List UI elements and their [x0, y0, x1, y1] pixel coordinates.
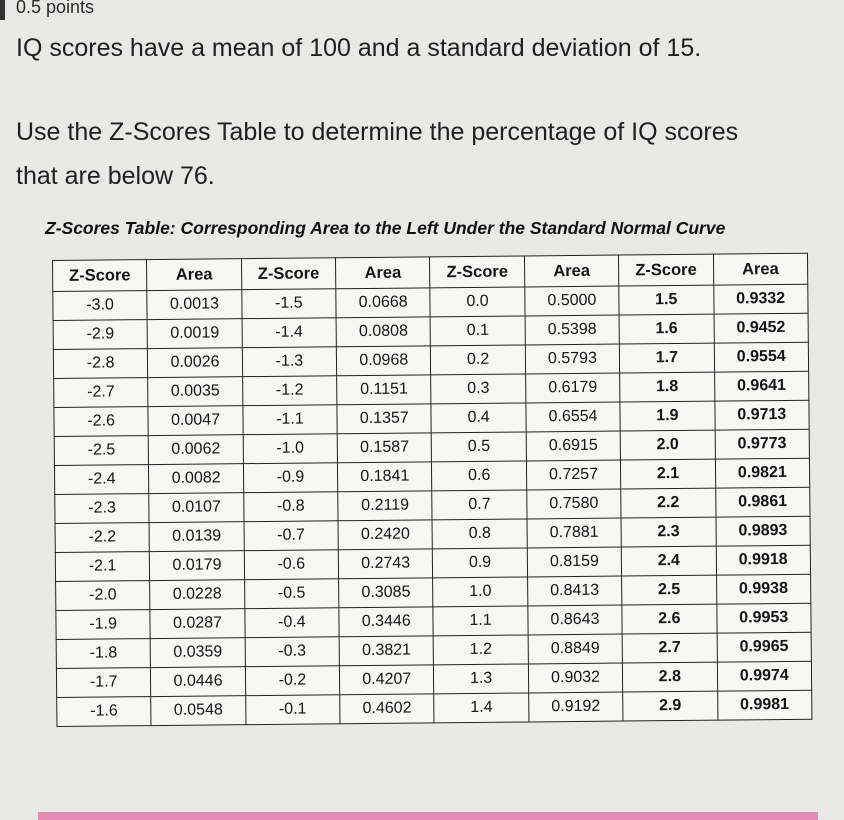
area-cell: 0.3446	[339, 607, 434, 637]
area-cell: 0.5398	[525, 315, 620, 345]
area-cell: 0.3085	[339, 578, 434, 608]
zscore-cell: 2.0	[620, 430, 715, 460]
area-cell: 0.7881	[527, 518, 622, 548]
area-cell: 0.2420	[338, 520, 433, 550]
area-cell: 0.2119	[338, 491, 433, 521]
area-cell: 0.0082	[149, 464, 244, 494]
table-row	[57, 690, 812, 726]
area-cell: 0.7257	[526, 460, 621, 490]
area-cell: 0.4207	[339, 665, 434, 695]
zscore-cell: 1.0	[433, 577, 528, 607]
zscore-cell: -1.3	[242, 347, 337, 377]
area-cell: 0.9981	[717, 690, 812, 720]
zscore-cell: 1.6	[619, 314, 714, 344]
area-cell: 0.0287	[150, 609, 245, 639]
zscore-cell: 1.8	[620, 372, 715, 402]
area-cell: 0.0026	[148, 348, 243, 378]
zscore-cell: 0.7	[432, 490, 527, 520]
header-zscore: Z-Score	[241, 258, 336, 290]
area-cell: 0.2743	[338, 549, 433, 579]
left-accent-bar	[0, 0, 5, 20]
area-cell: 0.9965	[717, 632, 812, 662]
area-cell: 0.0446	[151, 667, 246, 697]
area-cell: 0.9032	[528, 663, 623, 693]
header-area: Area	[524, 255, 619, 287]
zscore-cell: -0.2	[245, 666, 340, 696]
area-cell: 0.9918	[716, 545, 811, 575]
header-zscore: Z-Score	[430, 256, 525, 288]
zscore-cell: -2.0	[56, 581, 151, 611]
zscore-cell: -3.0	[53, 291, 148, 321]
zscore-cell: -1.4	[242, 318, 337, 348]
zscore-cell: 1.2	[434, 635, 529, 665]
zscore-cell: 0.8	[432, 519, 527, 549]
zscore-cell: -0.3	[245, 637, 340, 667]
area-cell: 0.9974	[717, 661, 812, 691]
zscore-cell: 0.4	[431, 403, 526, 433]
zscore-cell: 1.3	[434, 664, 529, 694]
area-cell: 0.1151	[337, 375, 432, 405]
zscore-cell: 2.1	[621, 459, 716, 489]
question-line-1: IQ scores have a mean of 100 and a standard deviation of 15.	[16, 34, 702, 62]
area-cell: 0.0179	[150, 551, 245, 581]
zscore-cell: 0.9	[433, 548, 528, 578]
zscore-cell: -2.7	[54, 378, 149, 408]
zscore-cell: -0.7	[244, 521, 339, 551]
area-cell: 0.1357	[337, 404, 432, 434]
area-cell: 0.9893	[716, 516, 811, 546]
zscore-cell: -0.8	[243, 492, 338, 522]
zscore-cell: -0.6	[244, 550, 339, 580]
area-cell: 0.3821	[339, 636, 434, 666]
zscore-cell: -1.2	[242, 376, 337, 406]
zscore-cell: 2.9	[623, 691, 718, 721]
zscore-cell: -1.8	[56, 639, 151, 669]
header-area: Area	[336, 257, 431, 289]
area-cell: 0.0548	[151, 696, 246, 726]
zscore-cell: -2.4	[54, 465, 149, 495]
zscore-cell: -2.1	[55, 552, 150, 582]
zscore-cell: -2.6	[54, 407, 149, 437]
area-cell: 0.9953	[716, 603, 811, 633]
header-area: Area	[713, 253, 808, 285]
area-cell: 0.9773	[715, 429, 810, 459]
area-cell: 0.0668	[336, 288, 431, 318]
zscore-cell: 2.2	[621, 488, 716, 518]
area-cell: 0.8413	[527, 576, 622, 606]
points-label: 0.5 points	[16, 0, 95, 17]
zscore-cell: -1.1	[243, 405, 338, 435]
zscore-cell: -1.6	[57, 697, 152, 727]
answer-area-top-edge	[38, 812, 818, 820]
area-cell: 0.8849	[528, 634, 623, 664]
area-cell: 0.7580	[527, 489, 622, 519]
area-cell: 0.0808	[336, 317, 431, 347]
zscore-cell: 1.4	[434, 693, 529, 723]
zscore-cell: 2.8	[623, 662, 718, 692]
zscore-cell: 1.1	[433, 606, 528, 636]
zscore-cell: 0.1	[431, 316, 526, 346]
zscore-cell: -1.7	[56, 668, 151, 698]
area-cell: 0.8643	[528, 605, 623, 635]
area-cell: 0.6915	[526, 431, 621, 461]
zscore-cell: -0.5	[244, 579, 339, 609]
table-body	[53, 284, 812, 726]
area-cell: 0.0019	[147, 319, 242, 349]
zscore-cell: -2.5	[54, 436, 149, 466]
area-cell: 0.0107	[149, 493, 244, 523]
area-cell: 0.0035	[148, 377, 243, 407]
zscore-cell: 0.3	[431, 374, 526, 404]
zscore-cell: 1.9	[620, 401, 715, 431]
zscore-cell: 1.7	[620, 343, 715, 373]
zscore-cell: 2.7	[622, 633, 717, 663]
area-cell: 0.0359	[150, 638, 245, 668]
zscore-cell: 0.6	[432, 461, 527, 491]
header-area: Area	[147, 259, 242, 291]
area-cell: 0.8159	[527, 547, 622, 577]
table-caption: Z-Scores Table: Corresponding Area to the Left Under the Standard Normal Curve	[45, 218, 726, 238]
question-text	[16, 26, 826, 198]
zscore-cell: 2.4	[621, 546, 716, 576]
zscore-cell: -2.8	[53, 349, 148, 379]
zscore-cell: 1.5	[619, 285, 714, 315]
area-cell: 0.5793	[525, 344, 620, 374]
zscore-cell: 2.6	[622, 604, 717, 634]
zscore-cell: -0.4	[245, 608, 340, 638]
zscore-cell: -2.3	[55, 494, 150, 524]
area-cell: 0.0968	[336, 346, 431, 376]
header-zscore: Z-Score	[53, 260, 148, 292]
area-cell: 0.4602	[340, 694, 435, 724]
area-cell: 0.9332	[713, 284, 808, 314]
zscore-cell: -0.1	[245, 695, 340, 725]
area-cell: 0.9554	[714, 342, 809, 372]
area-cell: 0.0139	[149, 522, 244, 552]
zscore-cell: -1.9	[56, 610, 151, 640]
zscore-cell: -2.2	[55, 523, 150, 553]
z-scores-table	[52, 253, 812, 727]
zscore-cell: 0.5	[432, 432, 527, 462]
zscore-cell: 0.0	[430, 287, 525, 317]
area-cell: 0.1587	[337, 433, 432, 463]
header-zscore: Z-Score	[619, 254, 714, 286]
area-cell: 0.9192	[528, 692, 623, 722]
area-cell: 0.6179	[525, 373, 620, 403]
area-cell: 0.6554	[526, 402, 621, 432]
zscore-cell: 2.3	[621, 517, 716, 547]
question-line-2: Use the Z-Scores Table to determine the percentage of IQ scores	[16, 118, 739, 146]
zscore-cell: -0.9	[243, 463, 338, 493]
area-cell: 0.0062	[149, 435, 244, 465]
zscore-cell: 0.2	[431, 345, 526, 375]
area-cell: 0.9938	[716, 574, 811, 604]
question-line-3: that are below 76.	[16, 162, 215, 190]
zscore-cell: -1.5	[242, 289, 337, 319]
zscore-cell: -1.0	[243, 434, 338, 464]
zscore-cell: -2.9	[53, 320, 148, 350]
area-cell: 0.5000	[525, 286, 620, 316]
area-cell: 0.0013	[147, 290, 242, 320]
area-cell: 0.0228	[150, 580, 245, 610]
area-cell: 0.9641	[714, 371, 809, 401]
area-cell: 0.0047	[148, 406, 243, 436]
zscore-cell: 2.5	[622, 575, 717, 605]
area-cell: 0.9713	[714, 400, 809, 430]
area-cell: 0.1841	[338, 462, 433, 492]
area-cell: 0.9452	[714, 313, 809, 343]
area-cell: 0.9821	[715, 458, 810, 488]
area-cell: 0.9861	[715, 487, 810, 517]
